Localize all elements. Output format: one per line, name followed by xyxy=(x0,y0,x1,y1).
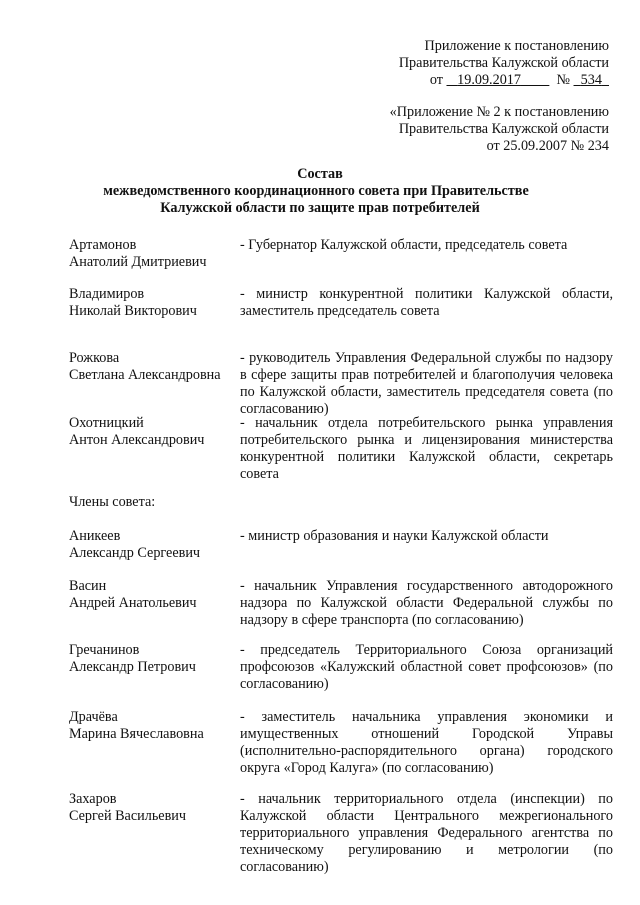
member-given-names: Анатолий Дмитриевич xyxy=(69,254,207,270)
member-given-names: Александр Петрович xyxy=(69,659,196,675)
member-surname: Васин xyxy=(69,578,107,594)
member-surname: Аникеев xyxy=(69,528,121,544)
member-given-names: Александр Сергеевич xyxy=(69,545,201,561)
member-role: - министр образования и науки Калужской области xyxy=(240,528,549,544)
member-role: - министр конкурентной политики Калужской области, заместитель председатель совета xyxy=(240,286,613,319)
member-name xyxy=(69,237,239,271)
title-line-3: Калужской области по защите прав потребителей xyxy=(160,200,480,216)
member-surname: Рожкова xyxy=(69,350,120,366)
member-surname: Захаров xyxy=(69,791,117,807)
member-surname: Владимиров xyxy=(69,286,145,302)
member-name xyxy=(69,791,239,825)
member-given-names: Николай Викторович xyxy=(69,303,197,319)
member-role: - Губернатор Калужской области, председатель совета xyxy=(240,237,568,253)
member-given-names: Андрей Анатольевич xyxy=(69,595,197,611)
from-label: от xyxy=(429,72,443,88)
number-label: № xyxy=(556,72,570,88)
title-line-2: межведомственного координационного совета при Правительстве xyxy=(103,183,529,199)
member-role: - председатель Территориального Союза организаций профсоюзов «Калужский областной совет профсоюзов» (по согласованию) xyxy=(240,642,613,692)
member-role: - руководитель Управления Федеральной службы по надзору в сфере защиты прав потребителей и благополучия человека по Калужской области, заместитель председателя совета (по согласованию) xyxy=(240,350,613,417)
member-role: - начальник территориального отдела (инспекции) по Калужской области Центрального межрегионального территориального управления Федерального агентства по техническому регулированию и метрологии (по согласованию) xyxy=(240,791,613,875)
appendix-line-2: Правительства Калужской области xyxy=(398,121,609,137)
appendix-line-3: от 25.09.2007 № 234 xyxy=(486,138,609,154)
member-name xyxy=(69,642,239,676)
approval-date: 19.09.2017 xyxy=(457,72,521,88)
appendix-line-1: «Приложение № 2 к постановлению xyxy=(389,104,609,120)
member-name xyxy=(69,415,239,449)
title-line-1: Состав xyxy=(297,166,343,182)
member-given-names: Светлана Александровна xyxy=(69,367,221,383)
approval-date-line xyxy=(399,72,609,89)
document-title xyxy=(0,166,640,217)
member-given-names: Антон Александрович xyxy=(69,432,205,448)
approval-line-1: Приложение к постановлению xyxy=(424,38,609,54)
approval-number: 534 xyxy=(580,72,602,88)
approval-line-2: Правительства Калужской области xyxy=(398,55,609,71)
member-name xyxy=(69,709,239,743)
member-given-names: Марина Вячеславовна xyxy=(69,726,204,742)
member-surname: Гречанинов xyxy=(69,642,140,658)
member-role: - начальник Управления государственного автодорожного надзора по Калужской области Федеральной службы по надзору в сфере транспорта (по согласованию) xyxy=(240,578,613,628)
members-heading: Члены совета: xyxy=(69,494,156,510)
member-role: - заместитель начальника управления экономики и имущественных отношений Городской Управы (исполнительно-распорядительного органа) городского округа «Город Калуга» (по согласованию) xyxy=(240,709,613,776)
member-surname: Артамонов xyxy=(69,237,137,253)
member-name xyxy=(69,578,239,612)
member-surname: Драчёва xyxy=(69,709,118,725)
member-surname: Охотницкий xyxy=(69,415,144,431)
appendix-header xyxy=(390,104,609,155)
approval-header xyxy=(399,38,609,89)
member-name xyxy=(69,286,239,320)
member-role: - начальник отдела потребительского рынка управления потребительского рынка и лицензирования министерства конкурентной политики Калужской области, секретарь совета xyxy=(240,415,613,482)
member-given-names: Сергей Васильевич xyxy=(69,808,187,824)
member-name xyxy=(69,350,239,384)
member-name xyxy=(69,528,239,562)
